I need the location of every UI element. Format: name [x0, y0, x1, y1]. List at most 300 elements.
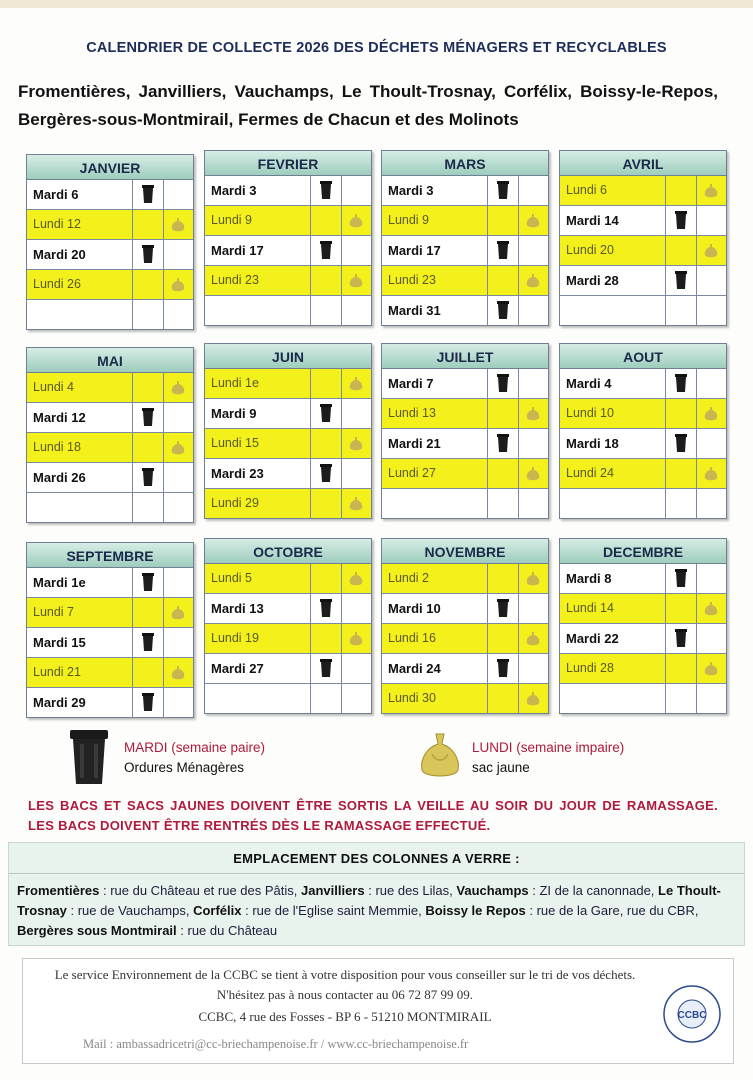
- collect-row-sac-jaune: [27, 658, 193, 688]
- bag-cell: [519, 296, 548, 325]
- yellow-bag-icon: [704, 467, 718, 481]
- collect-date: Lundi 2: [382, 564, 488, 593]
- yellow-bag-icon: [704, 184, 718, 198]
- collect-row-ordures: [382, 594, 548, 624]
- bag-cell: [519, 176, 548, 205]
- bin-icon: [675, 271, 687, 289]
- collect-date: Lundi 9: [382, 206, 488, 235]
- bag-cell: [697, 236, 726, 265]
- bin-icon: [142, 245, 154, 263]
- yellow-bag-icon: [349, 377, 363, 391]
- bin-icon: [142, 573, 154, 591]
- bin-icon: [142, 185, 154, 203]
- legend-lundi-label: LUNDI (semaine impaire): [472, 740, 625, 755]
- collect-date: Mardi 14: [560, 206, 666, 235]
- legend-lundi: [472, 738, 624, 778]
- yellow-bag-icon: [349, 274, 363, 288]
- collect-date: [382, 489, 488, 518]
- yellow-bag-icon: [704, 662, 718, 676]
- bag-cell: [342, 654, 371, 683]
- verre-title: EMPLACEMENT DES COLONNES A VERRE :: [233, 851, 520, 866]
- bin-cell: [488, 206, 519, 235]
- collect-date: Lundi 26: [27, 270, 133, 299]
- bin-icon: [320, 241, 332, 259]
- verre-divider: [9, 873, 744, 874]
- bin-cell: [311, 564, 342, 593]
- bag-cell: [342, 624, 371, 653]
- collect-row-ordures: [560, 429, 726, 459]
- verre-locations: [17, 881, 735, 941]
- collect-date: Lundi 5: [205, 564, 311, 593]
- footer-box: [22, 958, 734, 1064]
- collect-row-ordures: [27, 463, 193, 493]
- bag-cell: [697, 429, 726, 458]
- collect-row-ordures: [27, 403, 193, 433]
- bin-cell: [488, 399, 519, 428]
- verre-lieu: : rue du Château et rue des Pâtis,: [99, 883, 301, 898]
- empty-row: [560, 684, 726, 713]
- bin-cell: [666, 594, 697, 623]
- collect-row-ordures: [560, 206, 726, 236]
- yellow-bag-icon: [526, 274, 540, 288]
- bin-cell: [311, 654, 342, 683]
- bag-cell: [697, 624, 726, 653]
- bin-icon: [497, 374, 509, 392]
- footer-mail[interactable]: Mail : ambassadricetri@cc-briechampenoise.fr / www.cc-briechampenoise.fr: [83, 1037, 469, 1051]
- bag-cell: [164, 373, 193, 402]
- collect-row-sac-jaune: [205, 369, 371, 399]
- bag-cell: [519, 236, 548, 265]
- bag-cell: [519, 459, 548, 488]
- bin-icon: [497, 599, 509, 617]
- collect-date: Mardi 4: [560, 369, 666, 398]
- bin-cell: [488, 459, 519, 488]
- yellow-bag-icon: [171, 278, 185, 292]
- bag-cell: [697, 594, 726, 623]
- collect-row-ordures: [560, 369, 726, 399]
- collect-row-sac-jaune: [382, 266, 548, 296]
- bag-cell: [342, 684, 371, 713]
- collect-date: Lundi 20: [560, 236, 666, 265]
- bin-icon: [675, 629, 687, 647]
- yellow-bag-icon: [526, 692, 540, 706]
- empty-row: [205, 296, 371, 325]
- bag-cell: [342, 594, 371, 623]
- collect-date: Mardi 26: [27, 463, 133, 492]
- bag-cell: [519, 654, 548, 683]
- collect-row-sac-jaune: [382, 399, 548, 429]
- bag-cell: [342, 369, 371, 398]
- bin-cell: [666, 176, 697, 205]
- bin-cell: [311, 624, 342, 653]
- collect-date: [27, 493, 133, 522]
- empty-row: [560, 489, 726, 518]
- bin-cell: [666, 624, 697, 653]
- yellow-bag-icon: [526, 407, 540, 421]
- verre-commune: Bergères sous Montmirail: [17, 923, 177, 938]
- verre-lieu: : rue du Château: [176, 923, 278, 938]
- bin-cell: [666, 206, 697, 235]
- collect-date: Lundi 21: [27, 658, 133, 687]
- empty-row: [205, 684, 371, 713]
- bag-cell: [164, 598, 193, 627]
- bin-cell: [133, 628, 164, 657]
- yellow-bag-icon: [349, 497, 363, 511]
- month-mars: [381, 150, 549, 326]
- month-mai: [26, 347, 194, 523]
- collect-row-sac-jaune: [560, 176, 726, 206]
- bin-icon: [497, 659, 509, 677]
- bag-cell: [697, 564, 726, 593]
- footer-contact: Le service Environnement de la CCBC se tient à votre disposition pour vous conseiller sur le tri de vos déchets. N'hésitez pas à nous contacter au 06 72 87 99 09.: [54, 967, 636, 1002]
- bag-cell: [342, 266, 371, 295]
- collect-row-ordures: [382, 429, 548, 459]
- month-header: MARS: [382, 151, 548, 176]
- verre-lieu: : rue de la Gare, rue du CBR,: [525, 903, 699, 918]
- bag-cell: [697, 296, 726, 325]
- month-avril: [559, 150, 727, 326]
- month-header: NOVEMBRE: [382, 539, 548, 564]
- collect-date: Lundi 4: [27, 373, 133, 402]
- bin-cell: [311, 206, 342, 235]
- bag-cell: [519, 369, 548, 398]
- bin-cell: [133, 433, 164, 462]
- collect-date: Lundi 16: [382, 624, 488, 653]
- yellow-bag-icon: [704, 244, 718, 258]
- bin-cell: [488, 624, 519, 653]
- month-header: AVRIL: [560, 151, 726, 176]
- collect-date: Mardi 22: [560, 624, 666, 653]
- collect-date: Lundi 15: [205, 429, 311, 458]
- collect-row-ordures: [382, 296, 548, 325]
- month-header: AOUT: [560, 344, 726, 369]
- collect-date: Lundi 19: [205, 624, 311, 653]
- collect-row-sac-jaune: [27, 373, 193, 403]
- bin-cell: [488, 429, 519, 458]
- bin-cell: [133, 493, 164, 522]
- collect-date: Lundi 29: [205, 489, 311, 518]
- bag-cell: [697, 369, 726, 398]
- bin-icon: [675, 569, 687, 587]
- bag-cell: [519, 489, 548, 518]
- month-header: JUILLET: [382, 344, 548, 369]
- bin-icon: [320, 181, 332, 199]
- bag-cell: [164, 493, 193, 522]
- bag-cell: [342, 236, 371, 265]
- collect-date: Mardi 9: [205, 399, 311, 428]
- collect-row-ordures: [560, 564, 726, 594]
- empty-row: [27, 493, 193, 522]
- collect-date: Lundi 13: [382, 399, 488, 428]
- month-decembre: [559, 538, 727, 714]
- bag-cell: [519, 266, 548, 295]
- month-fevrier: [204, 150, 372, 326]
- ccbc-logo: [659, 975, 725, 1053]
- yellow-bag-icon: [349, 214, 363, 228]
- collect-date: [560, 296, 666, 325]
- collect-row-ordures: [205, 654, 371, 684]
- bin-cell: [133, 463, 164, 492]
- bin-cell: [311, 296, 342, 325]
- bag-cell: [697, 399, 726, 428]
- bin-cell: [133, 598, 164, 627]
- collect-date: Mardi 29: [27, 688, 133, 717]
- yellow-bag-icon: [526, 572, 540, 586]
- collect-date: Mardi 6: [27, 180, 133, 209]
- bin-cell: [488, 489, 519, 518]
- collect-date: Lundi 23: [382, 266, 488, 295]
- collect-row-sac-jaune: [27, 210, 193, 240]
- bin-cell: [133, 210, 164, 239]
- bin-icon: [497, 181, 509, 199]
- collect-date: [560, 684, 666, 713]
- bin-cell: [311, 429, 342, 458]
- page-title: CALENDRIER DE COLLECTE 2026 DES DÉCHETS MÉNAGERS ET RECYCLABLES: [86, 40, 667, 56]
- collect-row-sac-jaune: [560, 399, 726, 429]
- collect-row-sac-jaune: [205, 624, 371, 654]
- collect-date: Lundi 10: [560, 399, 666, 428]
- month-janvier: [26, 154, 194, 330]
- collect-row-ordures: [382, 236, 548, 266]
- bag-cell: [697, 684, 726, 713]
- collect-row-ordures: [27, 180, 193, 210]
- bag-cell: [164, 688, 193, 717]
- bin-cell: [666, 266, 697, 295]
- yellow-bag-icon: [526, 467, 540, 481]
- bin-cell: [488, 369, 519, 398]
- bin-cell: [666, 684, 697, 713]
- bin-icon: [320, 464, 332, 482]
- collect-date: Mardi 1e: [27, 568, 133, 597]
- month-aout: [559, 343, 727, 519]
- collect-row-ordures: [560, 266, 726, 296]
- collect-row-sac-jaune: [560, 654, 726, 684]
- yellow-bag-icon: [418, 732, 462, 780]
- bin-icon: [320, 599, 332, 617]
- verre-lieu: : ZI de la canonnade,: [528, 883, 659, 898]
- bin-cell: [133, 270, 164, 299]
- verre-commune: Le Thoult-Trosnay: [17, 883, 721, 918]
- collect-row-ordures: [27, 628, 193, 658]
- communes-list: Fromentières, Janvilliers, Vauchamps, Le Thoult-Trosnay, Corfélix, Boissy-le-Repos, Bergères-sous-Montmirail, Fermes de Chacun et des Molinots: [18, 82, 718, 129]
- yellow-bag-icon: [171, 218, 185, 232]
- collect-row-ordures: [27, 568, 193, 598]
- collect-date: Lundi 28: [560, 654, 666, 683]
- warning-text: LES BACS ET SACS JAUNES DOIVENT ÊTRE SORTIS LA VEILLE AU SOIR DU JOUR DE RAMASSAGE. LES BACS DOIVENT ÊTRE RENTRÉS DÈS LE RAMASSAGE EFFECTUÉ.: [28, 798, 718, 833]
- bag-cell: [519, 429, 548, 458]
- bag-cell: [164, 300, 193, 329]
- collect-row-sac-jaune: [27, 270, 193, 300]
- bag-cell: [697, 654, 726, 683]
- bin-cell: [133, 300, 164, 329]
- month-header: SEPTEMBRE: [27, 543, 193, 568]
- verre-commune: Janvilliers: [301, 883, 365, 898]
- collect-date: Lundi 18: [27, 433, 133, 462]
- collect-date: Mardi 28: [560, 266, 666, 295]
- collect-date: [205, 684, 311, 713]
- collect-date: Lundi 9: [205, 206, 311, 235]
- collect-date: Lundi 6: [560, 176, 666, 205]
- collect-date: Mardi 21: [382, 429, 488, 458]
- collect-date: [27, 300, 133, 329]
- collect-date: Mardi 24: [382, 654, 488, 683]
- bin-icon: [142, 468, 154, 486]
- collect-date: Lundi 24: [560, 459, 666, 488]
- collect-row-sac-jaune: [382, 684, 548, 713]
- bag-cell: [519, 684, 548, 713]
- bag-cell: [164, 568, 193, 597]
- ccbc-logo-text: CCBC: [677, 1010, 707, 1021]
- bin-icon: [497, 301, 509, 319]
- bag-cell: [164, 210, 193, 239]
- collect-row-ordures: [27, 240, 193, 270]
- collect-row-ordures: [560, 624, 726, 654]
- collect-row-ordures: [205, 176, 371, 206]
- collect-date: Mardi 10: [382, 594, 488, 623]
- collect-date: Mardi 8: [560, 564, 666, 593]
- bin-cell: [666, 399, 697, 428]
- collect-row-ordures: [205, 236, 371, 266]
- bin-icon: [497, 434, 509, 452]
- yellow-bag-icon: [349, 632, 363, 646]
- verre-commune: Vauchamps: [456, 883, 529, 898]
- yellow-bag-icon: [171, 441, 185, 455]
- bag-cell: [519, 206, 548, 235]
- bin-cell: [133, 373, 164, 402]
- bag-cell: [519, 564, 548, 593]
- collect-row-ordures: [27, 688, 193, 717]
- bag-cell: [342, 206, 371, 235]
- yellow-bag-icon: [526, 214, 540, 228]
- collect-date: Mardi 3: [205, 176, 311, 205]
- bag-cell: [164, 463, 193, 492]
- collect-row-ordures: [382, 369, 548, 399]
- collect-row-sac-jaune: [205, 206, 371, 236]
- bin-cell: [133, 240, 164, 269]
- collect-row-sac-jaune: [382, 624, 548, 654]
- bin-icon: [675, 374, 687, 392]
- collect-date: Mardi 18: [560, 429, 666, 458]
- bin-cell: [666, 296, 697, 325]
- bin-cell: [488, 684, 519, 713]
- collect-date: [560, 489, 666, 518]
- yellow-bag-icon: [349, 572, 363, 586]
- yellow-bag-icon: [171, 606, 185, 620]
- yellow-bag-icon: [171, 666, 185, 680]
- bin-cell: [488, 296, 519, 325]
- month-juillet: [381, 343, 549, 519]
- bag-cell: [342, 459, 371, 488]
- bag-cell: [164, 270, 193, 299]
- bin-cell: [311, 594, 342, 623]
- bin-cell: [488, 176, 519, 205]
- collect-row-sac-jaune: [382, 206, 548, 236]
- bin-cell: [488, 654, 519, 683]
- empty-row: [560, 296, 726, 325]
- collect-date: Lundi 30: [382, 684, 488, 713]
- collect-date: Mardi 27: [205, 654, 311, 683]
- bin-cell: [666, 564, 697, 593]
- collect-row-sac-jaune: [27, 433, 193, 463]
- empty-row: [382, 489, 548, 518]
- bin-cell: [311, 266, 342, 295]
- collect-row-ordures: [205, 399, 371, 429]
- yellow-bag-icon: [526, 632, 540, 646]
- collect-date: Lundi 23: [205, 266, 311, 295]
- bin-cell: [311, 399, 342, 428]
- collect-date: Mardi 17: [382, 236, 488, 265]
- month-septembre: [26, 542, 194, 718]
- bin-cell: [488, 564, 519, 593]
- month-header: JANVIER: [27, 155, 193, 180]
- legend-mardi-desc: Ordures Ménagères: [124, 760, 245, 775]
- collect-row-sac-jaune: [560, 236, 726, 266]
- collect-date: Lundi 1e: [205, 369, 311, 398]
- bag-cell: [164, 433, 193, 462]
- legend-mardi: [124, 738, 265, 778]
- bin-cell: [133, 403, 164, 432]
- bin-cell: [311, 176, 342, 205]
- month-header: JUIN: [205, 344, 371, 369]
- bin-cell: [488, 236, 519, 265]
- bin-cell: [666, 489, 697, 518]
- bag-cell: [697, 206, 726, 235]
- collect-date: Mardi 3: [382, 176, 488, 205]
- collect-date: Mardi 15: [27, 628, 133, 657]
- bin-cell: [133, 658, 164, 687]
- collect-date: Mardi 7: [382, 369, 488, 398]
- collect-date: Mardi 23: [205, 459, 311, 488]
- yellow-bag-icon: [349, 437, 363, 451]
- collect-date: Lundi 12: [27, 210, 133, 239]
- bin-cell: [311, 684, 342, 713]
- bag-cell: [697, 266, 726, 295]
- yellow-bag-icon: [171, 381, 185, 395]
- verre-commune: Fromentières: [17, 883, 100, 898]
- month-header: OCTOBRE: [205, 539, 371, 564]
- bag-cell: [697, 459, 726, 488]
- bin-icon: [675, 211, 687, 229]
- bag-cell: [164, 658, 193, 687]
- collect-date: Lundi 7: [27, 598, 133, 627]
- collect-row-sac-jaune: [205, 266, 371, 296]
- bin-cell: [666, 654, 697, 683]
- bin-icon: [320, 404, 332, 422]
- bin-icon: [70, 728, 108, 786]
- collect-row-ordures: [382, 176, 548, 206]
- collect-row-sac-jaune: [205, 429, 371, 459]
- collect-date: Mardi 13: [205, 594, 311, 623]
- verre-commune: Boissy le Repos: [425, 903, 526, 918]
- bin-cell: [311, 236, 342, 265]
- collect-row-sac-jaune: [382, 564, 548, 594]
- collect-date: Mardi 31: [382, 296, 488, 325]
- collect-row-ordures: [382, 654, 548, 684]
- bin-icon: [497, 241, 509, 259]
- bin-icon: [320, 659, 332, 677]
- collect-date: [205, 296, 311, 325]
- verre-commune: Corfélix: [193, 903, 242, 918]
- bag-cell: [697, 176, 726, 205]
- bin-cell: [133, 568, 164, 597]
- bag-cell: [342, 296, 371, 325]
- yellow-bag-icon: [704, 407, 718, 421]
- month-header: DECEMBRE: [560, 539, 726, 564]
- month-header: MAI: [27, 348, 193, 373]
- bag-cell: [342, 564, 371, 593]
- collect-row-ordures: [205, 459, 371, 489]
- bin-cell: [311, 369, 342, 398]
